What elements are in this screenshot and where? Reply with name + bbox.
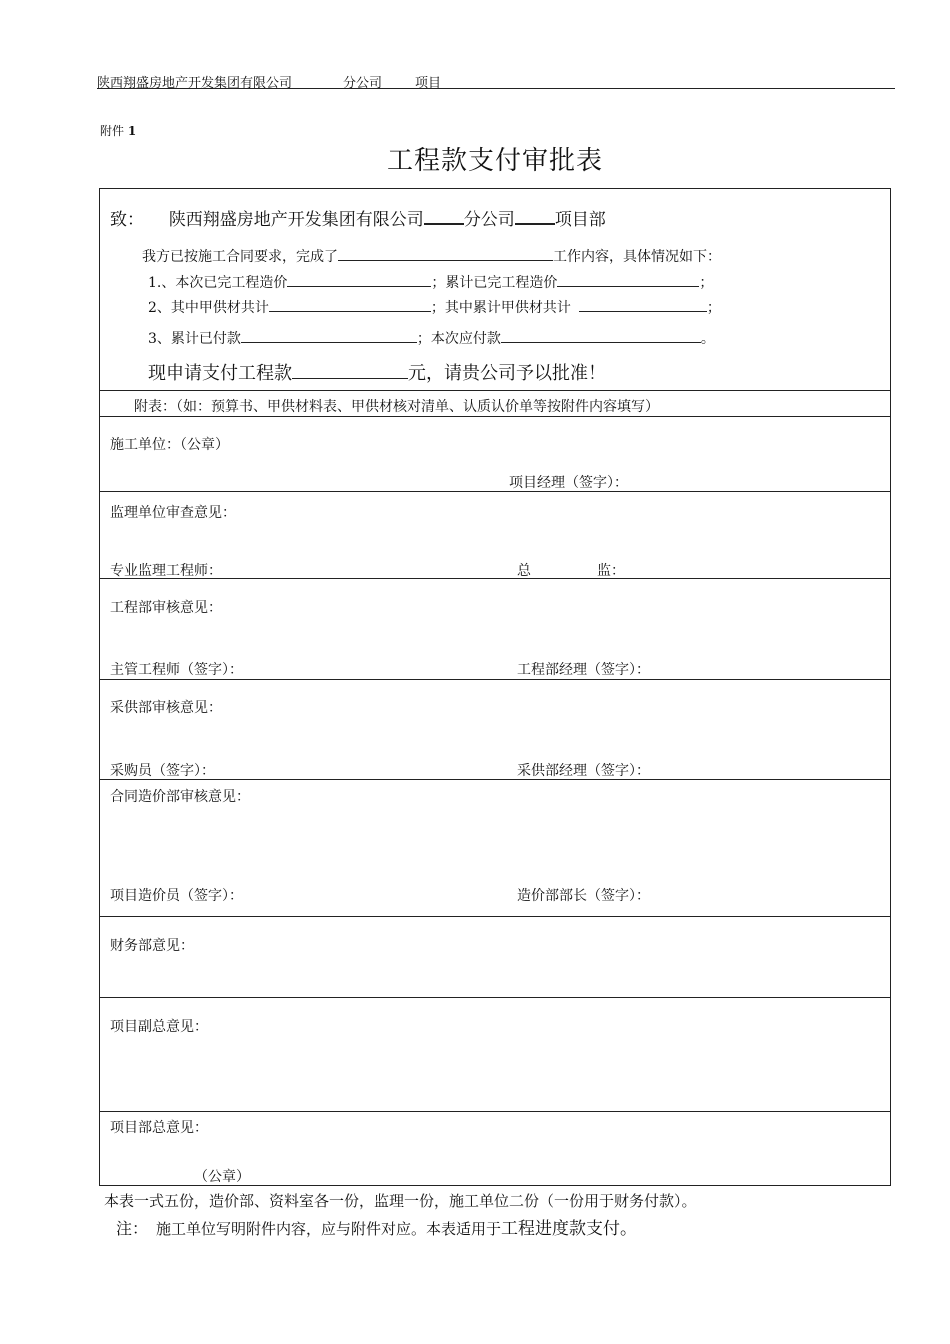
engineering-label: 工程部审核意见： [110, 600, 222, 616]
attachment-number: 1 [127, 124, 137, 138]
divider [100, 491, 890, 492]
line3-text-a: 3、累计已付款 [148, 331, 241, 347]
attachment-text: 附件 [100, 124, 125, 138]
cumulative-cost-blank[interactable] [557, 271, 699, 287]
supervision-sign-left: 专业监理工程师： [110, 563, 222, 579]
intro-text-b: 工作内容，具体情况如下： [553, 249, 721, 265]
line2-text-c: ； [706, 300, 721, 316]
footer-note [116, 1214, 637, 1239]
approval-form [99, 188, 891, 1186]
to-dept: 项目部 [554, 210, 606, 230]
to-prefix: 致： [110, 210, 144, 230]
engineering-sign-left: 主管工程师（签字）： [110, 662, 243, 678]
divider [100, 916, 890, 917]
apply-amount-blank[interactable] [292, 361, 408, 379]
deputy-label: 项目副总意见： [110, 1019, 208, 1035]
line3-text-c: 。 [700, 331, 715, 347]
note-emph: 工程进度款支付。 [501, 1219, 638, 1239]
gm-seal: （公章） [194, 1169, 250, 1185]
procurement-label: 采供部审核意见： [110, 700, 222, 716]
apply-text-a: 现申请支付工程款 [148, 363, 292, 384]
addressee-line [110, 205, 606, 230]
line-3 [148, 327, 715, 348]
apply-line [148, 359, 606, 385]
supplied-material-blank[interactable] [269, 296, 431, 312]
divider [100, 997, 890, 998]
work-content-blank[interactable] [338, 245, 553, 261]
line1-text-b: ；累计已完工程造价 [431, 275, 558, 291]
line-1 [148, 271, 713, 292]
contractor-label: 施工单位：（公章） [110, 437, 229, 453]
branch-blank[interactable] [424, 207, 464, 225]
procurement-sign-right: 采供部经理（签字）： [517, 763, 650, 779]
header-company: 陕西翔盛房地产开发集团有限公司 [97, 76, 293, 91]
page-title: 工程款支付审批表 [386, 146, 603, 176]
attachments-note: 附表：（如：预算书、甲供材料表、甲供材核对清单、认质认价单等按附件内容填写） [134, 399, 659, 415]
dept-blank[interactable] [515, 207, 555, 225]
attachment-label [100, 122, 136, 139]
cost-sign-right: 造价部部长（签字）： [517, 888, 650, 904]
contractor-sign: 项目经理（签字）： [509, 475, 628, 491]
divider [100, 416, 890, 417]
footer-copies: 本表一式五份，造价部、资料室各一份，监理一份，施工单位二份（一份用于财务付款）。 [104, 1192, 697, 1210]
line2-text-a: 2、其中甲供材共计 [148, 300, 269, 316]
supervision-label: 监理单位审查意见： [110, 505, 236, 521]
note-label: 注： [116, 1219, 149, 1238]
line2-text-b: ；其中累计甲供材共计 [430, 300, 571, 316]
supervision-sign-right-b: 监： [597, 563, 625, 579]
line-2 [148, 296, 721, 317]
note-text: 施工单位写明附件内容，应与附件对应。本表适用于 [156, 1220, 502, 1238]
procurement-sign-left: 采购员（签字）： [110, 763, 215, 779]
cost-sign-left: 项目造价员（签字）： [110, 888, 243, 904]
divider [100, 679, 890, 680]
divider [100, 779, 890, 780]
header-divider [97, 88, 895, 89]
apply-text-b: 元，请贵公司予以批准！ [408, 363, 606, 384]
intro-line [142, 245, 721, 266]
supervision-sign-right-a: 总 [517, 563, 531, 579]
divider [100, 390, 890, 391]
divider [100, 578, 890, 579]
line1-text-c: ； [699, 275, 714, 291]
cost-label: 合同造价部审核意见： [110, 789, 250, 805]
intro-text-a: 我方已按施工合同要求，完成了 [142, 249, 338, 265]
to-branch: 分公司 [463, 210, 515, 230]
line3-text-b: ；本次应付款 [416, 331, 501, 347]
finance-label: 财务部意见： [110, 938, 194, 954]
header-project: 项目 [415, 76, 442, 91]
current-cost-blank[interactable] [287, 271, 431, 287]
engineering-sign-right: 工程部经理（签字）： [517, 662, 650, 678]
payable-amount-blank[interactable] [501, 327, 701, 343]
paid-amount-blank[interactable] [241, 327, 417, 343]
to-company: 陕西翔盛房地产开发集团有限公司 [168, 210, 424, 230]
line1-text-a: 1.、本次已完工程造价 [148, 275, 288, 291]
header-branch: 分公司 [343, 76, 383, 91]
divider [100, 1111, 890, 1112]
gm-label: 项目部总意见： [110, 1120, 208, 1136]
cumulative-material-blank[interactable] [579, 296, 707, 312]
